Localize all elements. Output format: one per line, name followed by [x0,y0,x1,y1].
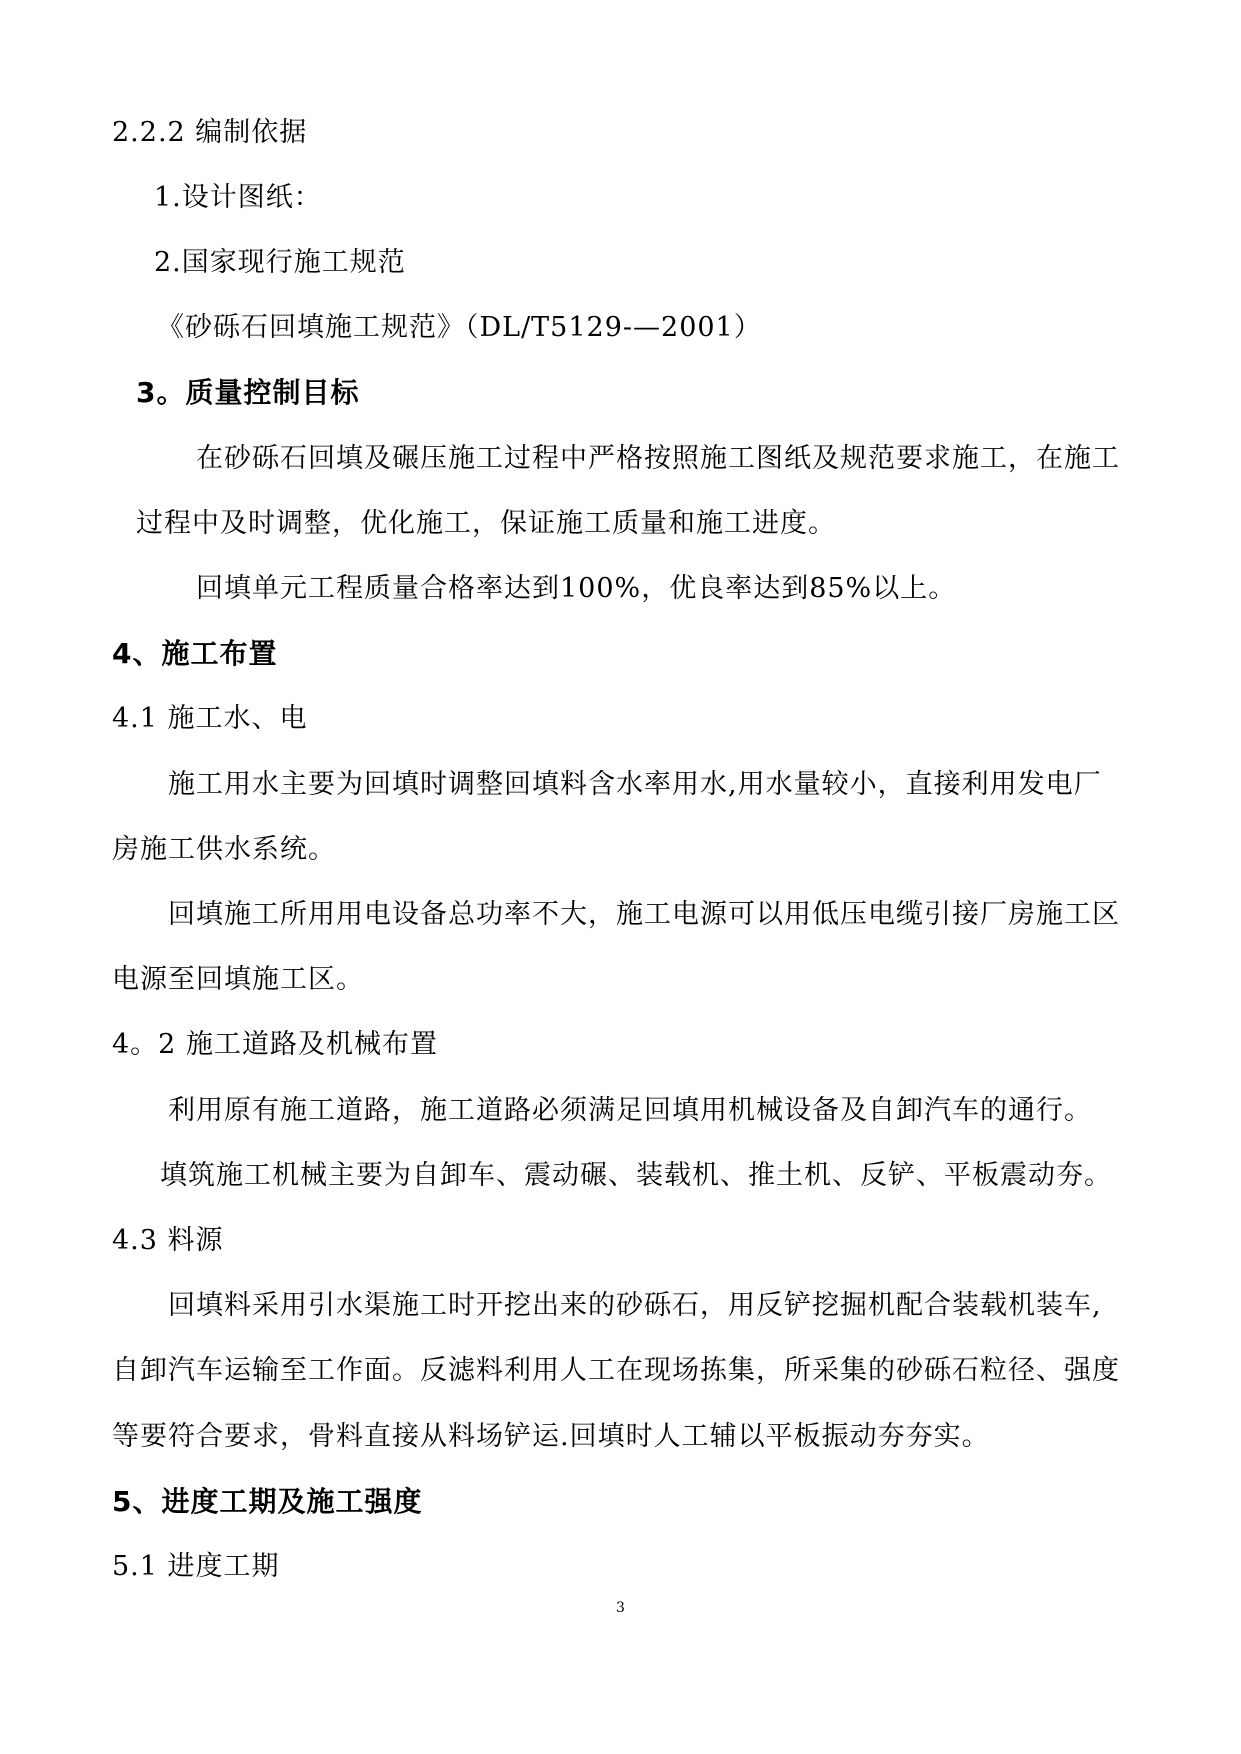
paragraph-line: 在砂砾石回填及碾压施工过程中严格按照施工图纸及规范要求施工，在施工 [196,443,1120,474]
paragraph-line: 电源至回填施工区。 [112,964,364,995]
subheading-5-1: 5.1 进度工期 [112,1551,280,1582]
paragraph-line: 等要符合要求，骨料直接从料场铲运.回填时人工辅以平板振动夯夯实。 [112,1421,990,1452]
heading-4-layout: 4、施工布置 [112,637,278,670]
standard-citation: 《砂砾石回填施工规范》（DL/T5129-—2001） [157,312,762,343]
paragraph-line: 自卸汽车运输至工作面。反滤料利用人工在现场拣集，所采集的砂砾石粒径、强度 [112,1355,1120,1386]
heading-3-quality-control: 3。质量控制目标 [136,376,360,409]
paragraph-line: 房施工供水系统。 [112,834,336,865]
section-heading-2-2-2: 2.2.2 编制依据 [112,117,308,148]
paragraph-line: 填筑施工机械主要为自卸车、震动碾、装载机、推土机、反铲、平板震动夯。 [160,1160,1112,1191]
paragraph-line: 施工用水主要为回填时调整回填料含水率用水,用水量较小，直接利用发电厂 [168,769,1102,800]
page-number: 3 [616,1600,625,1616]
subheading-4-3: 4.3 料源 [112,1225,224,1256]
heading-5-schedule: 5、进度工期及施工强度 [112,1485,423,1518]
subheading-4-2: 4。2 施工道路及机械布置 [112,1029,438,1060]
paragraph-line: 过程中及时调整，优化施工，保证施工质量和施工进度。 [136,508,836,539]
list-item-2: 2.国家现行施工规范 [154,247,406,278]
paragraph-line: 利用原有施工道路，施工道路必须满足回填用机械设备及自卸汽车的通行。 [168,1095,1092,1126]
paragraph-line: 回填料采用引水渠施工时开挖出来的砂砾石，用反铲挖掘机配合装载机装车, [168,1290,1102,1321]
paragraph-line: 回填施工所用用电设备总功率不大，施工电源可以用低压电缆引接厂房施工区 [168,899,1120,930]
list-item-1: 1.设计图纸： [154,182,322,213]
subheading-4-1: 4.1 施工水、电 [112,703,308,734]
paragraph-line: 回填单元工程质量合格率达到100%，优良率达到85%以上。 [196,573,957,604]
